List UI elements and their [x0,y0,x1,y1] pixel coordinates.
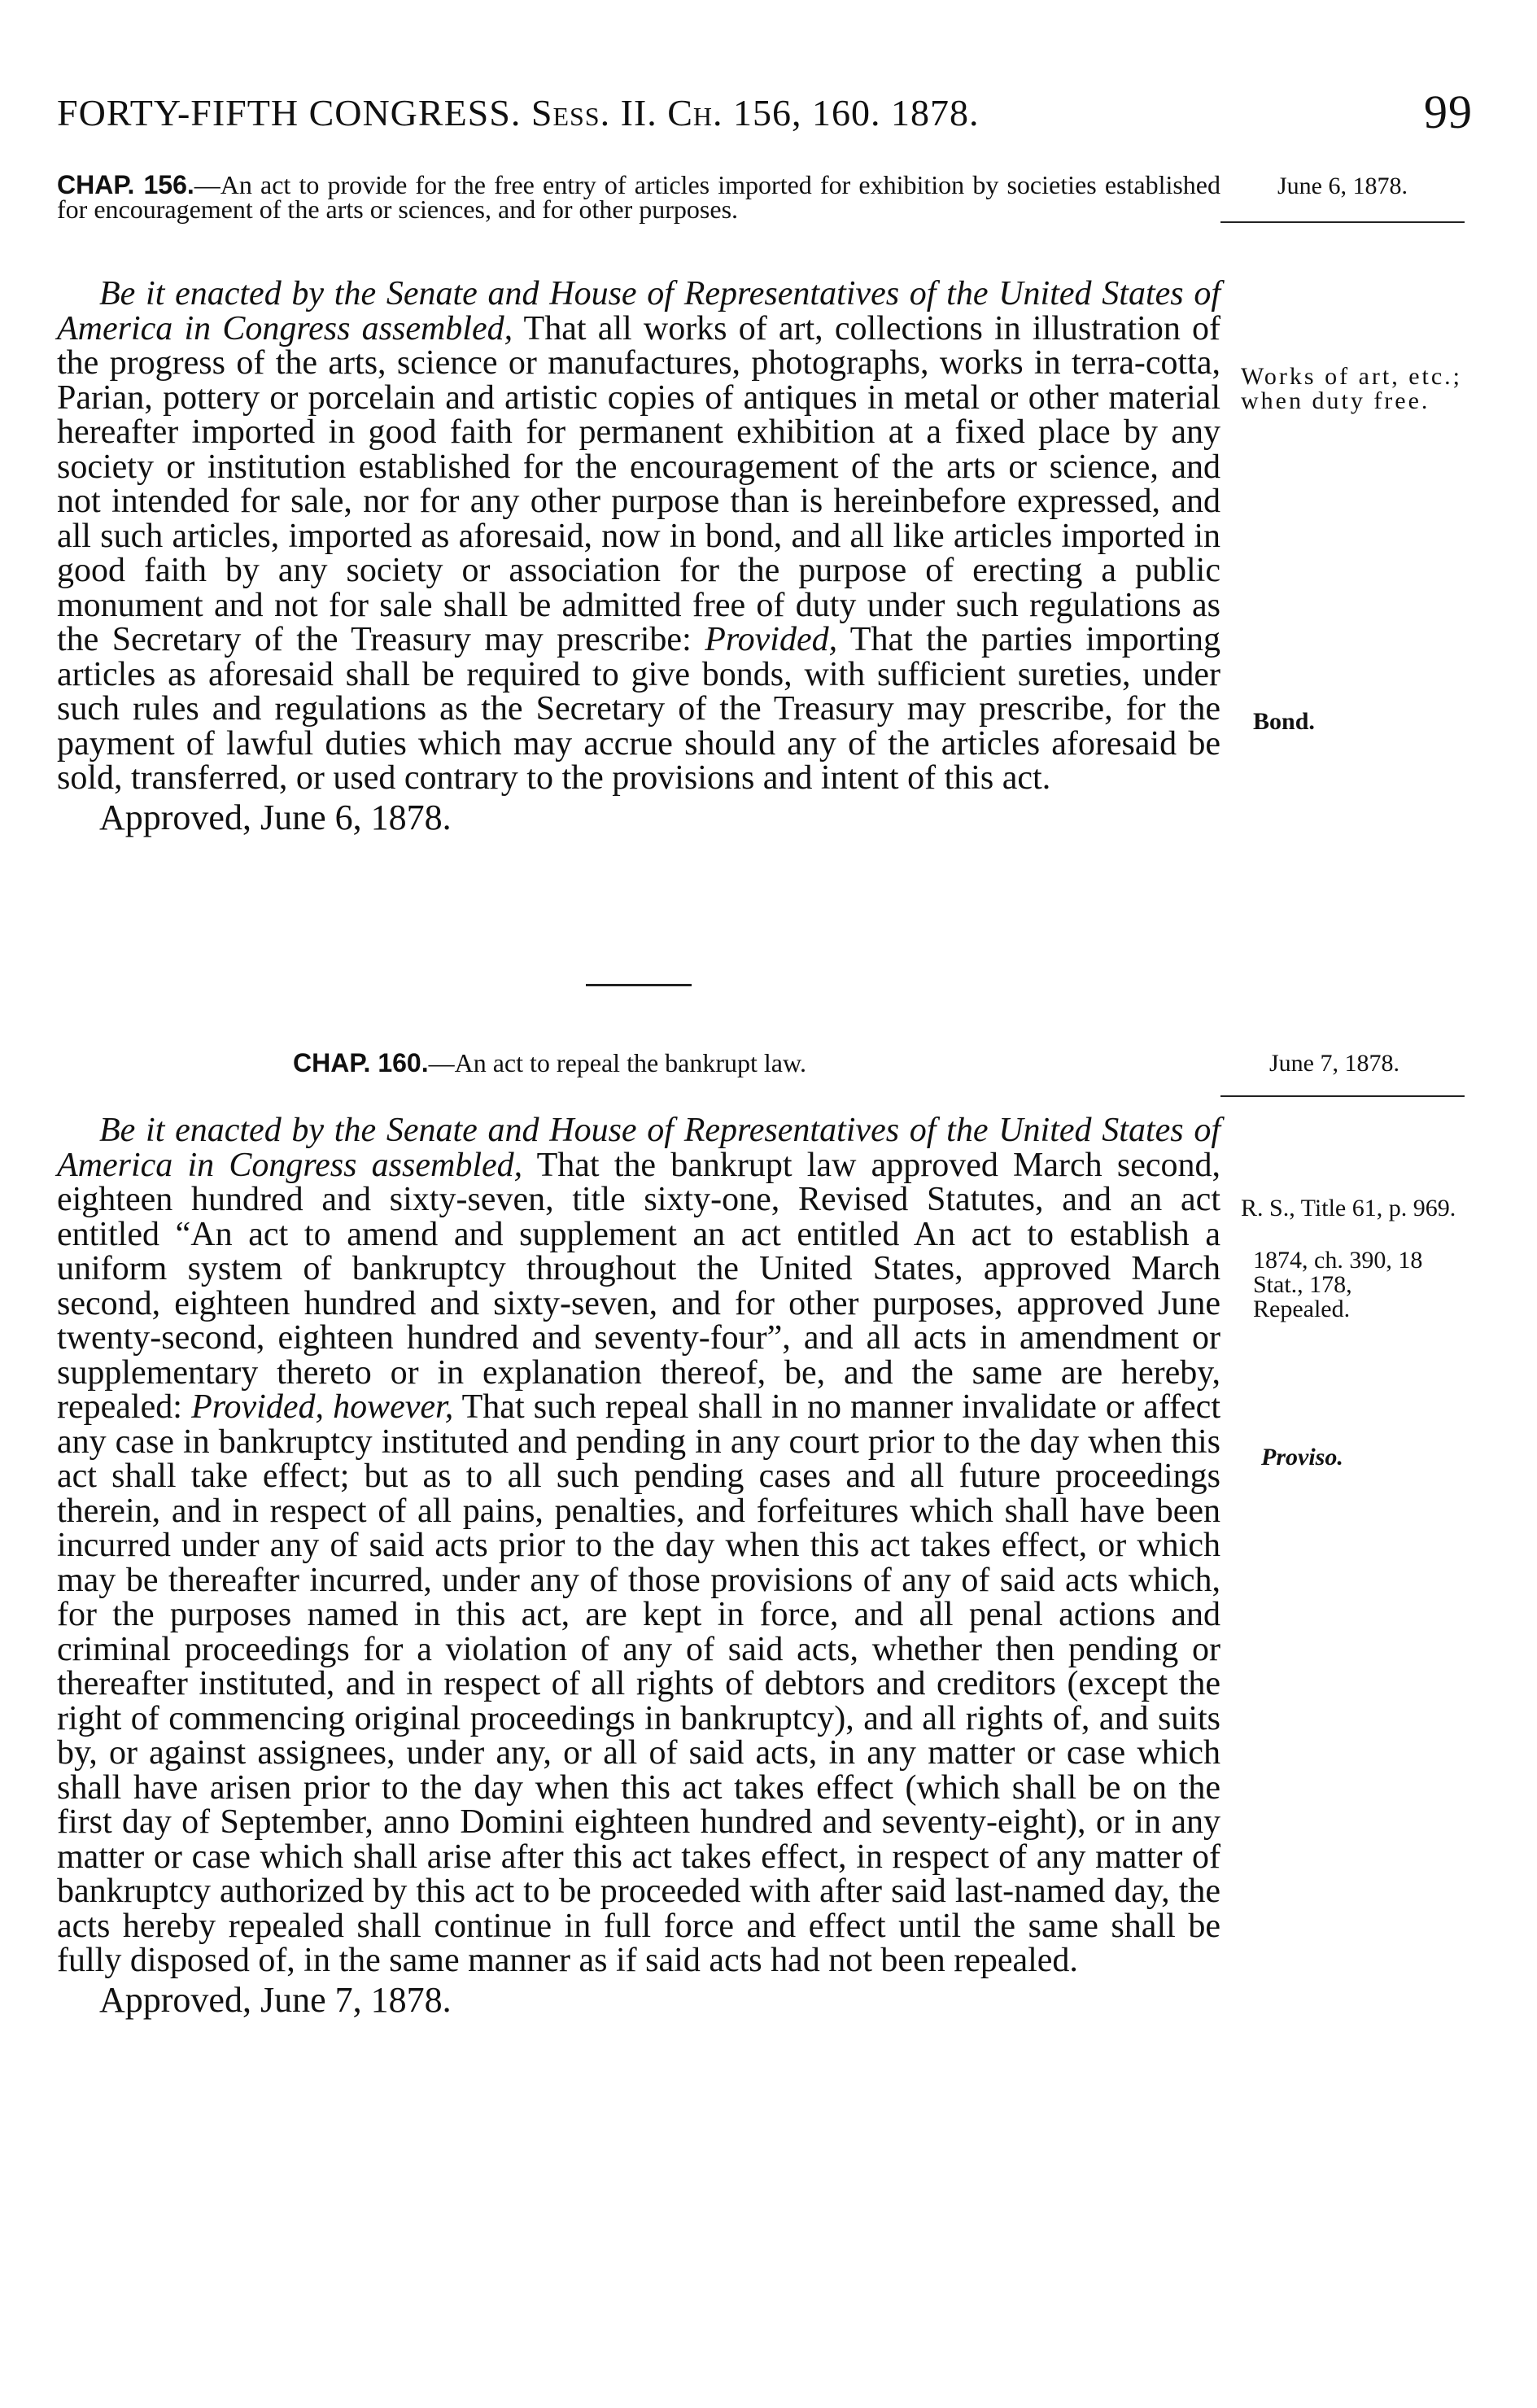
chap156-text-a: That all works of art, collections in illustration of the progress of the arts, science or manufactures, photographs, works in terra-cotta, Parian, pottery or porcelain and artistic copies of antiques in metal or other material hereafter imported in good faith for permanent exhibition at a fixed place by any society or institution established for the encouragement of the arts or science, and not intended for sale, nor for any other purpose than is hereinbefore expressed, and all such articles, imported as aforesaid, now in bond, and all like articles imported in good faith by any society or association for the purpose of erecting a public monument and not for sale shall be admitted free of duty under such regulations as the Secretary of the Treasury may prescribe: [57,309,1220,658]
chap156-enacting-clause: Be it enacted by the Senate and House of Representatives of the United States of America in Congress assembled, [57,275,1220,347]
chap156-heading [57,170,1221,224]
chap160-label: CHAP. 160. [293,1048,429,1077]
running-title [57,91,980,134]
year-label: 1878. [891,92,980,133]
chap156-proviso: Provided, [705,621,838,658]
running-head [57,85,1473,142]
chap160-title: —An act to repeal the bankrupt law. [428,1048,807,1077]
chap156-body [57,277,1220,835]
margin-note-revised-statutes: R. S., Title 61, p. 969. [1241,1195,1456,1221]
chap156-paragraph [57,277,1220,796]
chap160-enacting-clause: Be it enacted by the Senate and House of Representatives of the United States of America in Congress assembled, [57,1112,1220,1184]
page-number: 99 [1424,85,1473,138]
chap156-date: June 6, 1878. [1277,173,1408,199]
chap156-approved: Approved, June 6, 1878. [99,797,452,837]
chapters-label: Ch. 156, 160. [667,92,881,133]
margin-note-repealed: 1874, ch. 390, 18 Stat., 178, Repealed. [1253,1247,1423,1322]
chap156-label: CHAP. 156. [57,170,194,199]
chap156-title: —An act to provide for the free entry of articles imported for exhibition by societies established for encouragement of the arts or sciences, and for other purposes. [57,170,1221,224]
chap160-paragraph [57,1113,1220,1978]
chap160-heading [293,1048,1188,1078]
margin-note-proviso: Proviso. [1261,1444,1343,1471]
chap160-body [57,1112,1220,2020]
chap160-proviso: Provided, however, [191,1388,454,1426]
margin-note-works-of-art: Works of art, etc.; when duty free. [1241,363,1463,414]
session-label: Sess. II. [531,92,657,133]
chap156-date-rule [1220,221,1465,223]
chap160-date: June 7, 1878. [1269,1050,1399,1077]
chap160-approved: Approved, June 7, 1878. [99,1979,452,2020]
margin-note-bond: Bond. [1253,708,1315,735]
chap160-date-rule [1220,1095,1465,1097]
chap156-text-b: That the parties importing articles as aforesaid shall be required to give bonds, with sufficient sureties, under such rules and regulations as the Secretary of the Treasury may prescribe, for the payment of lawful duties which may accrue should any of the articles aforesaid be sold, transferred, or used contrary to the provisions and intent of this act. [57,621,1221,797]
congress-label: FORTY-FIFTH CONGRESS. [57,92,522,133]
chap160-text-a: That the bankrupt law approved March second, eighteen hundred and sixty-seven, title sixty-one, Revised Statutes, and an act entitled “An act to amend and supplement an act entitled An act to establish a uniform system of bankruptcy throughout the United States, approved March second, eighteen hundred and sixty-seven, and for other purposes, approved June twenty-second, eighteen hundred and seventy-four”, and all acts in amendment or supplementary thereto or in explanation thereof, be, and the same are hereby, repealed: [57,1146,1220,1426]
chap160-text-b: That such repeal shall in no manner invalidate or affect any case in bankruptcy instituted and pending in any court prior to the day when this act shall take effect; but as to all such pending cases and all future proceedings therein, and in respect of all pains, penalties, and forfeitures which shall have been incurred under any of said acts prior to the day when this act takes effect, or which may be thereafter incurred, under any of those provisions of any of said acts which, for the purposes named in this act, are kept in force, and all penal actions and criminal proceedings for a violation of any of said acts, whether then pending or thereafter instituted, and in respect of all rights of debtors and creditors (except the right of commencing original proceedings in bankruptcy), and all rights of, and suits by, or against assignees, under any, or all of said acts, in any matter or case which shall have arisen prior to the day when this act takes effect (which shall be on the first day of September, anno Domini eighteen hundred and seventy-eight), or in any matter or case which shall arise after this act takes effect, in respect of any matter of bankruptcy authorized by this act to be proceeded with after said last-named day, the acts hereby repealed shall continue in full force and effect until the same shall be fully disposed of, in the same manner as if said acts had not been repealed. [57,1388,1220,1979]
section-divider [586,984,692,986]
